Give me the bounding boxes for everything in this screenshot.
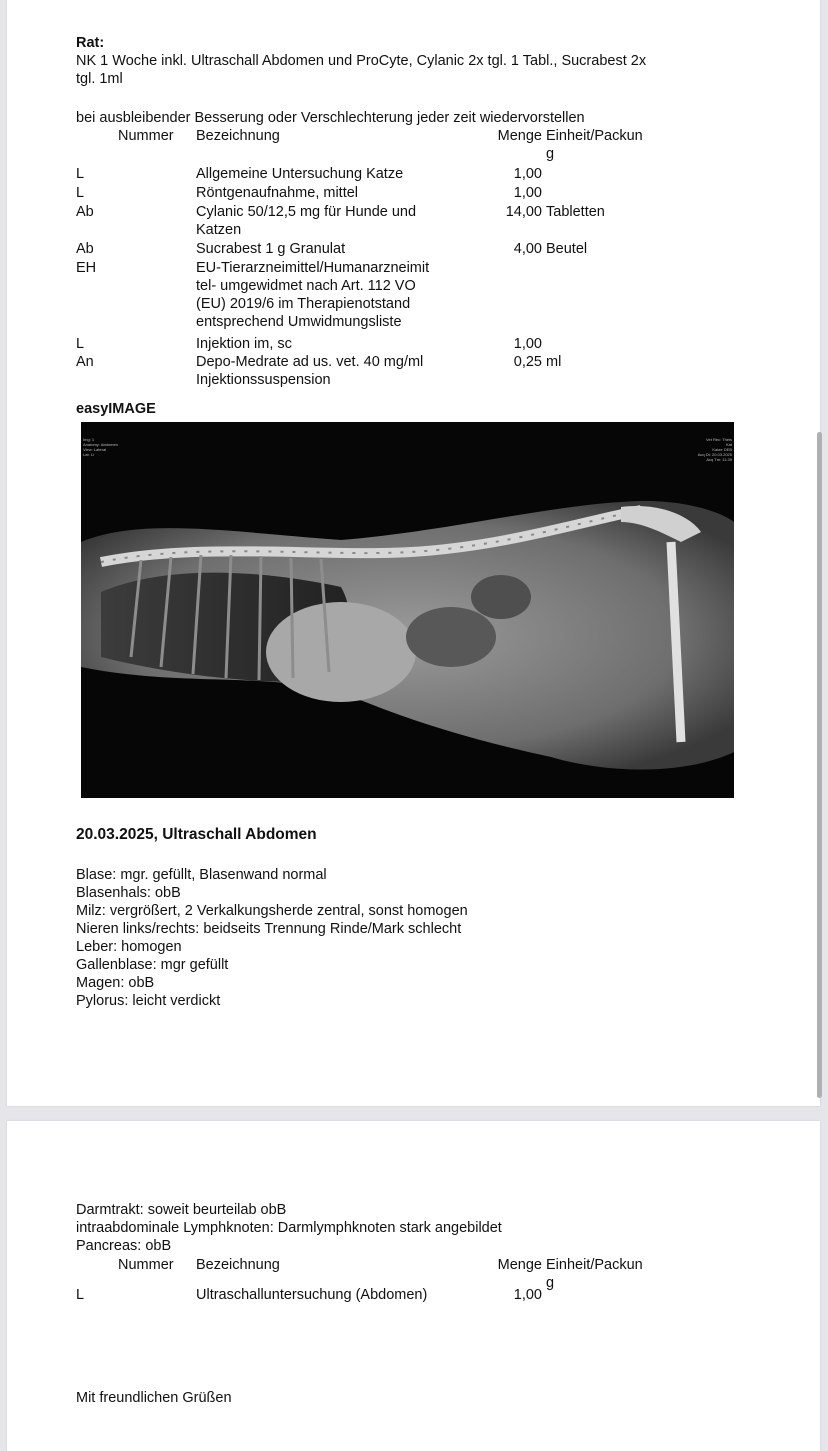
xray-image: [81, 422, 734, 798]
xray-overlay-line: Vet Rec: Theis: [706, 437, 732, 442]
rat-section: [76, 34, 746, 88]
finding-line: Gallenblase: mgr gefüllt: [76, 957, 229, 973]
finding-line: Blase: mgr. gefüllt, Blasenwand normal: [76, 867, 327, 883]
xray-overlay-line: Kat: [725, 442, 732, 447]
row-menge: 4,00: [513, 241, 542, 257]
closing-text: Mit freundlichen Grüßen: [76, 1390, 232, 1406]
row-bezeichnung: [196, 203, 476, 239]
note-line: [76, 109, 746, 127]
xray-overlay-right: [698, 437, 732, 462]
xray-overlay-line: Acq Dt: 20.03.2025: [697, 452, 732, 457]
header-menge: Menge: [497, 128, 542, 144]
closing-block: [76, 1389, 746, 1407]
row-nummer: L: [76, 166, 85, 182]
finding-line: Leber: homogen: [76, 939, 182, 955]
header-einheit-line-2: g: [546, 146, 555, 162]
finding-line: Blasenhals: obB: [76, 885, 181, 901]
row-nummer: Ab: [76, 204, 94, 220]
row-bezeichnung: Allgemeine Untersuchung Katze: [196, 166, 404, 182]
xray-overlay-line: View: Lateral: [83, 447, 107, 452]
row-einheit: Beutel: [546, 241, 588, 257]
row-bezeichnung-line: EU-Tierarzneimittel/Humanarzneimit: [196, 260, 430, 276]
row-bezeichnung-line: (EU) 2019/6 im Therapienotstand: [196, 296, 411, 312]
row-bezeichnung: [196, 259, 476, 331]
header-einheit-line-2: g: [546, 1275, 555, 1291]
row-menge: 1,00: [513, 1287, 542, 1303]
table-header-row: [76, 127, 676, 165]
table-row: [76, 165, 676, 184]
row-nummer: L: [76, 336, 85, 352]
findings-list-continued: [76, 1201, 746, 1255]
row-nummer: L: [76, 185, 85, 201]
vertical-scrollbar[interactable]: [817, 432, 822, 1098]
table-row: [76, 259, 676, 335]
ultrasound-heading-block: [76, 826, 746, 844]
invoice-table-1: [76, 127, 676, 165]
findings-list: [76, 866, 746, 1010]
xray-overlay-line: Img: 1: [83, 437, 95, 442]
row-bezeichnung-line: Injektionssuspension: [196, 372, 331, 388]
row-menge: 14,00: [505, 204, 542, 220]
invoice-table-2: [76, 1256, 676, 1304]
finding-line: Darmtrakt: soweit beurteilab obB: [76, 1202, 287, 1218]
header-einheit-line-1: Einheit/Packun: [546, 128, 643, 144]
finding-line: Pancreas: obB: [76, 1238, 172, 1254]
row-bezeichnung: Ultraschalluntersuchung (Abdomen): [196, 1287, 428, 1303]
finding-line: Nieren links/rechts: beidseits Trennung Rinde/Mark schlecht: [76, 921, 462, 937]
header-bezeichnung: Bezeichnung: [196, 128, 280, 144]
row-nummer: EH: [76, 260, 97, 276]
invoice-table-1-body: [76, 165, 676, 390]
row-bezeichnung: Injektion im, sc: [196, 336, 292, 352]
row-einheit: ml: [546, 354, 562, 370]
row-nummer: An: [76, 354, 94, 370]
table-row: [76, 335, 676, 353]
row-bezeichnung: Sucrabest 1 g Granulat: [196, 241, 346, 257]
row-bezeichnung-line: entsprechend Umwidmungsliste: [196, 314, 402, 330]
xray-overlay-line: Lat: Ll: [83, 452, 94, 457]
header-bezeichnung: Bezeichnung: [196, 1257, 280, 1273]
header-einheit-line-1: Einheit/Packun: [546, 1257, 643, 1273]
row-bezeichnung-line: Cylanic 50/12,5 mg für Hunde und: [196, 204, 417, 220]
table-row: [76, 353, 676, 390]
table-row: [76, 1286, 676, 1304]
rat-text-line-2: tgl. 1ml: [76, 71, 123, 87]
row-menge: 1,00: [513, 336, 542, 352]
xray-drawing: [81, 422, 734, 798]
table-row: [76, 240, 676, 259]
table-row: [76, 184, 676, 203]
rat-label: Rat:: [76, 35, 105, 51]
row-menge: 1,00: [513, 185, 542, 201]
header-einheit: [546, 127, 666, 163]
finding-line: intraabdominale Lymphknoten: Darmlymphknoten stark angebildet: [76, 1220, 502, 1236]
row-bezeichnung-line: Depo-Medrate ad us. vet. 40 mg/ml: [196, 354, 424, 370]
note-text: bei ausbleibender Besserung oder Verschlechterung jeder zeit wiedervorstellen: [76, 110, 585, 126]
header-menge: Menge: [497, 1257, 542, 1273]
image-section-label: easyIMAGE: [76, 401, 156, 417]
xray-overlay-left: [83, 437, 118, 457]
row-menge: 0,25: [513, 354, 542, 370]
row-bezeichnung-line: Katzen: [196, 222, 242, 238]
row-bezeichnung-line: tel- umgewidmet nach Art. 112 VO: [196, 278, 416, 294]
finding-line: Pylorus: leicht verdickt: [76, 993, 221, 1009]
row-bezeichnung: Röntgenaufnahme, mittel: [196, 185, 359, 201]
header-nummer: Nummer: [118, 128, 174, 144]
xray-overlay-line: Katze DEB: [712, 447, 732, 452]
table-row: [76, 203, 676, 240]
row-nummer: Ab: [76, 241, 94, 257]
image-section: [76, 400, 746, 418]
row-menge: 1,00: [513, 166, 542, 182]
xray-overlay-line: Acq Tm: 11:39: [706, 457, 732, 462]
row-nummer: L: [76, 1287, 85, 1303]
ultrasound-heading: 20.03.2025, Ultraschall Abdomen: [76, 826, 317, 843]
row-einheit: Tabletten: [546, 204, 605, 220]
row-bezeichnung: [196, 353, 476, 389]
header-nummer: Nummer: [118, 1257, 174, 1273]
finding-line: Milz: vergrößert, 2 Verkalkungsherde zentral, sonst homogen: [76, 903, 468, 919]
rat-text-line-1: NK 1 Woche inkl. Ultraschall Abdomen und ProCyte, Cylanic 2x tgl. 1 Tabl., Sucrabest 2x: [76, 53, 647, 69]
finding-line: Magen: obB: [76, 975, 155, 991]
xray-overlay-line: Anatomy: Abdomen: [83, 442, 118, 447]
